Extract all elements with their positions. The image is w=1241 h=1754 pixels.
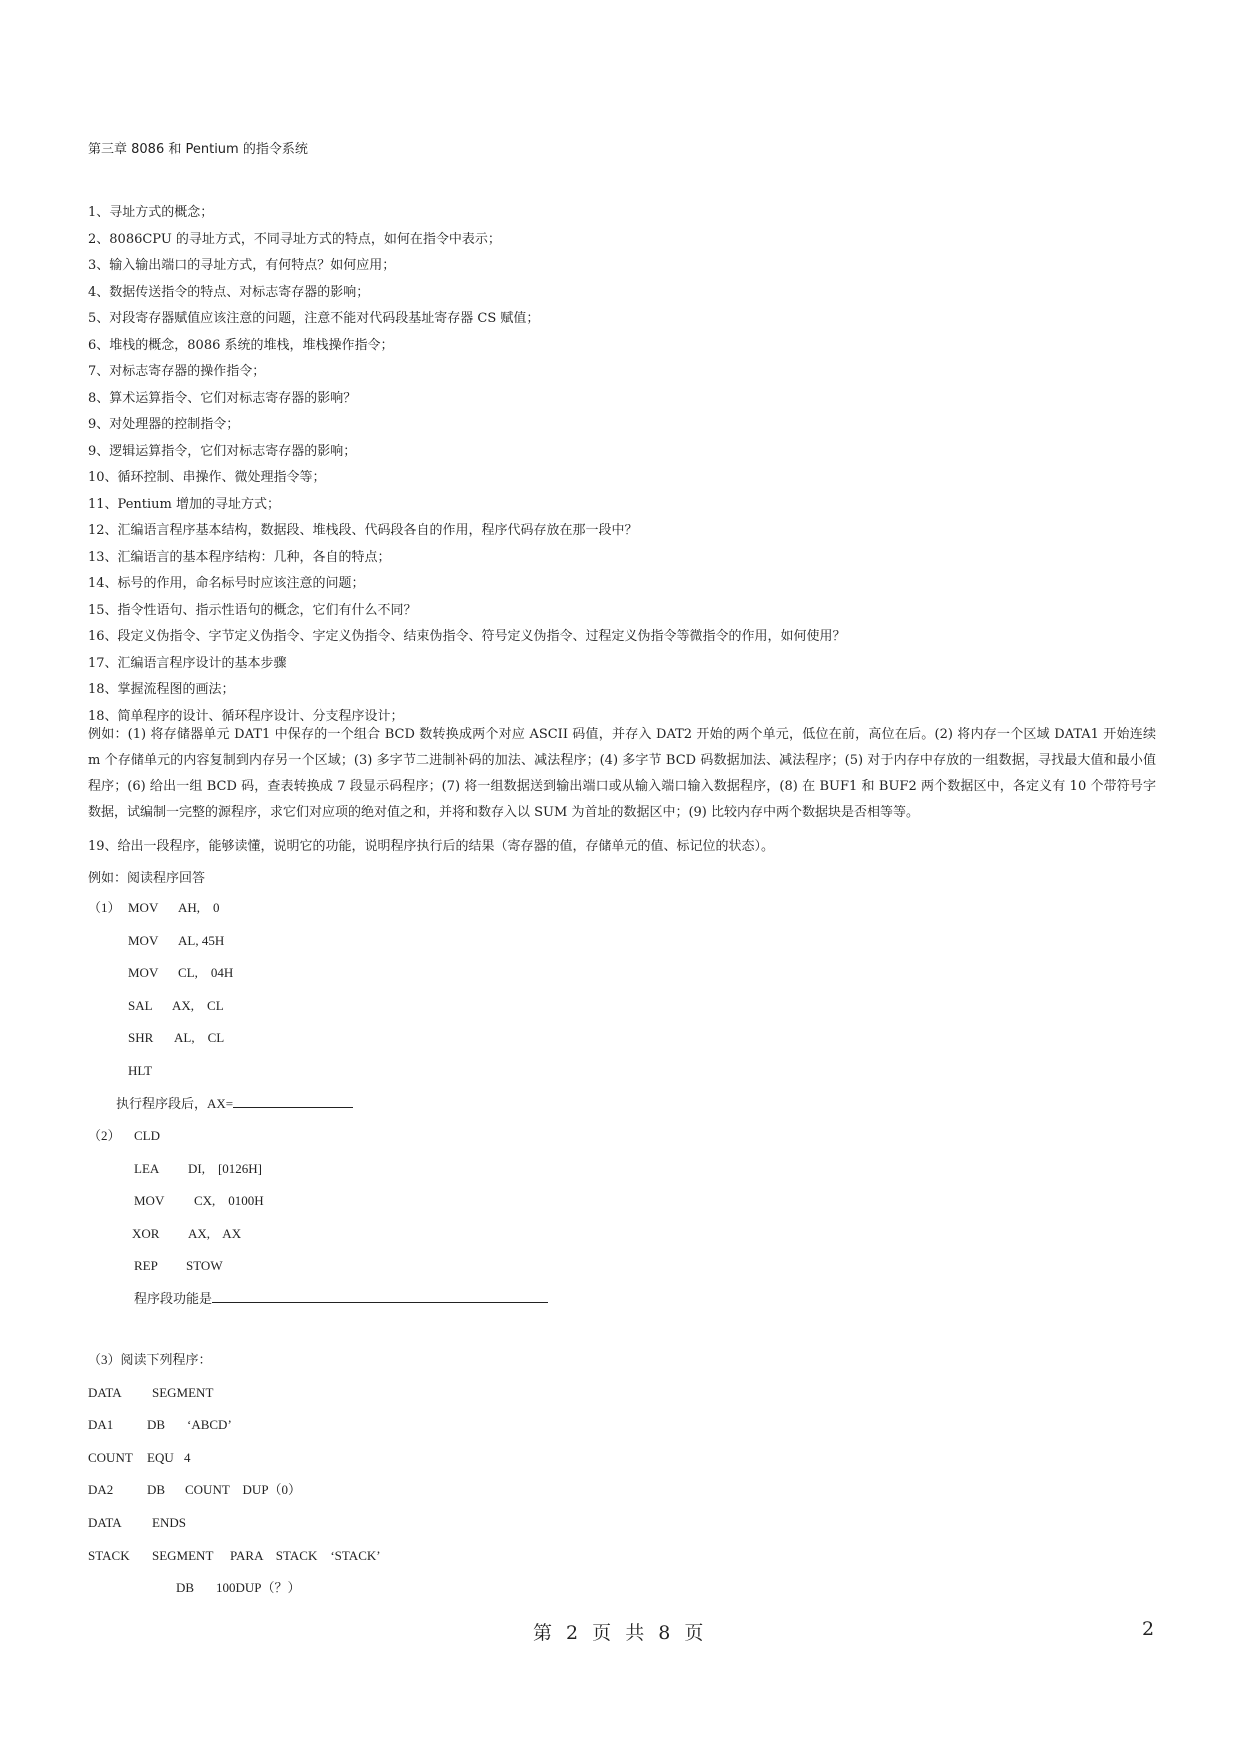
list-item: 14、标号的作用，命名标号时应该注意的问题；	[88, 576, 365, 591]
opcode: CLD	[134, 1128, 160, 1143]
code-label: DA1	[88, 1417, 114, 1433]
list-item: 10、循环控制、串操作、微处理指令等；	[88, 470, 326, 485]
code-operand: COUNT DUP（0）	[185, 1482, 302, 1498]
code-directive: SEGMENT	[152, 1384, 214, 1400]
example-paragraph: 例如：(1) 将存储器单元 DAT1 中保存的一个组合 BCD 数转换成两个对应 ASCII 码值，并存入 DAT2 开始的两个单元，低位在前，高位在后。(2) 将内存一个区域 DATA1 开始连续 m 个存储单元的内容复制到内存另一个区域；(3) 多字节二进制补码的加法、减法程序；(4) 多字节 BCD 码数据加法、减法程序；(5) 对于内存中存放的一组数据，寻找最大值和最小值程序；(6) 给出一组 BCD 码，查表转换成 7 段显示码程序；(7) 将一组数据送到输出端口或从输入端口输入数据程序，(8) 在 BUF1 和 BUF2 两个数据区中，各定义有 10 个带符号字数据，试编制一完整的源程序，求它们对应项的绝对值之和，并将和数存入以 SUM 为首址的数据区中；(9) 比较内存中两个数据块是否相等等。	[88, 727, 1156, 820]
operands: DI, [0126H]	[188, 1160, 263, 1176]
list-item: 12、汇编语言程序基本结构，数据段、堆栈段、代码段各自的作用，程序代码存放在那一段中？	[88, 523, 638, 538]
chapter-title: 第三章 8086 和 Pentium 的指令系统	[88, 142, 308, 157]
operands: AL, 45H	[178, 932, 225, 948]
opcode: HLT	[128, 1062, 153, 1078]
list-item: 18、简单程序的设计、循环程序设计、分支程序设计；	[88, 708, 404, 724]
list-item: 16、段定义伪指令、字节定义伪指令、字定义伪指令、结束伪指令、符号定义伪指令、过程定义伪指令等微指令的作用，如何使用？	[88, 629, 846, 644]
opcode: MOV	[128, 900, 159, 915]
result-label: 执行程序段后，AX=	[116, 1095, 234, 1111]
list-item: 3、输入输出端口的寻址方式，有何特点？如何应用；	[88, 258, 396, 273]
program-label: （2）	[88, 1128, 121, 1143]
list-item: 4、数据传送指令的特点、对标志寄存器的影响；	[88, 284, 370, 300]
list-item: 17、汇编语言程序设计的基本步骤	[88, 655, 287, 671]
operands: AH, 0	[178, 900, 220, 915]
opcode: DB	[176, 1580, 195, 1596]
opcode: XOR	[132, 1225, 160, 1241]
code-label: COUNT	[88, 1449, 133, 1465]
list-item: 5、对段寄存器赋值应该注意的问题，注意不能对代码段基址寄存器 CS 赋值；	[88, 311, 540, 326]
program-1	[88, 892, 353, 1120]
code-operand: ‘ABCD’	[187, 1417, 232, 1433]
opcode: LEA	[134, 1160, 160, 1176]
operands: AX, CL	[172, 997, 224, 1013]
code-label: DA2	[88, 1482, 114, 1498]
opcode: MOV	[128, 965, 159, 981]
code-label: DATA	[88, 1384, 122, 1400]
code-directive: DB	[147, 1417, 166, 1433]
list-item: 1、寻址方式的概念；	[88, 205, 214, 220]
program-label: （1）	[88, 900, 121, 915]
page-number: 2	[1142, 1618, 1155, 1640]
list-item: 18、掌握流程图的画法；	[88, 682, 235, 697]
answer-blank[interactable]	[233, 1093, 353, 1108]
list-item: 11、Pentium 增加的寻址方式；	[88, 496, 280, 512]
topic-list	[88, 200, 1158, 730]
question-19: 19、给出一段程序，能够读懂，说明它的功能，说明程序执行后的结果（寄存器的值，存储单元的值、标记位的状态）。	[88, 839, 775, 854]
list-item: 15、指令性语句、指示性语句的概念，它们有什么不同？	[88, 602, 417, 618]
operands: CX, 0100H	[194, 1193, 264, 1209]
opcode: MOV	[128, 932, 159, 948]
code-label: DATA	[88, 1514, 122, 1530]
code-operand: 4	[184, 1449, 191, 1465]
operands: AL, CL	[174, 1030, 225, 1046]
code-label: STACK	[88, 1547, 130, 1563]
opcode: REP	[134, 1258, 158, 1274]
operands: 100DUP（？）	[216, 1580, 301, 1596]
opcode: MOV	[134, 1193, 165, 1209]
example2-label: 例如：阅读程序回答	[88, 871, 206, 886]
opcode: SHR	[128, 1030, 154, 1046]
answer-blank[interactable]	[212, 1288, 548, 1303]
code-operand: PARA STACK ‘STACK’	[230, 1547, 381, 1563]
program-2	[88, 1120, 548, 1316]
result-label: 程序段功能是	[134, 1290, 213, 1306]
list-item: 8、算术运算指令、它们对标志寄存器的影响？	[88, 390, 357, 406]
list-item: 2、8086CPU 的寻址方式，不同寻址方式的特点，如何在指令中表示；	[88, 231, 501, 247]
list-item: 7、对标志寄存器的操作指令；	[88, 364, 266, 379]
list-item: 6、堆栈的概念，8086 系统的堆栈，堆栈操作指令；	[88, 337, 394, 353]
page-footer	[0, 1618, 1241, 1648]
code-directive: EQU	[147, 1449, 174, 1465]
program-label: （3）阅读下列程序：	[88, 1352, 212, 1367]
list-item: 9、逻辑运算指令，它们对标志寄存器的影响；	[88, 443, 357, 459]
opcode: SAL	[128, 997, 153, 1013]
operands: CL, 04H	[178, 965, 234, 981]
operands: STOW	[186, 1258, 223, 1274]
code-directive: DB	[147, 1482, 166, 1498]
program-3	[88, 1344, 381, 1605]
list-item: 13、汇编语言的基本程序结构：几种，各自的特点；	[88, 549, 391, 565]
page-indicator: 第 2 页 共 8 页	[533, 1622, 706, 1644]
code-directive: ENDS	[152, 1514, 186, 1530]
code-directive: SEGMENT	[152, 1547, 214, 1563]
list-item: 9、对处理器的控制指令；	[88, 417, 240, 432]
operands: AX, AX	[188, 1225, 242, 1241]
